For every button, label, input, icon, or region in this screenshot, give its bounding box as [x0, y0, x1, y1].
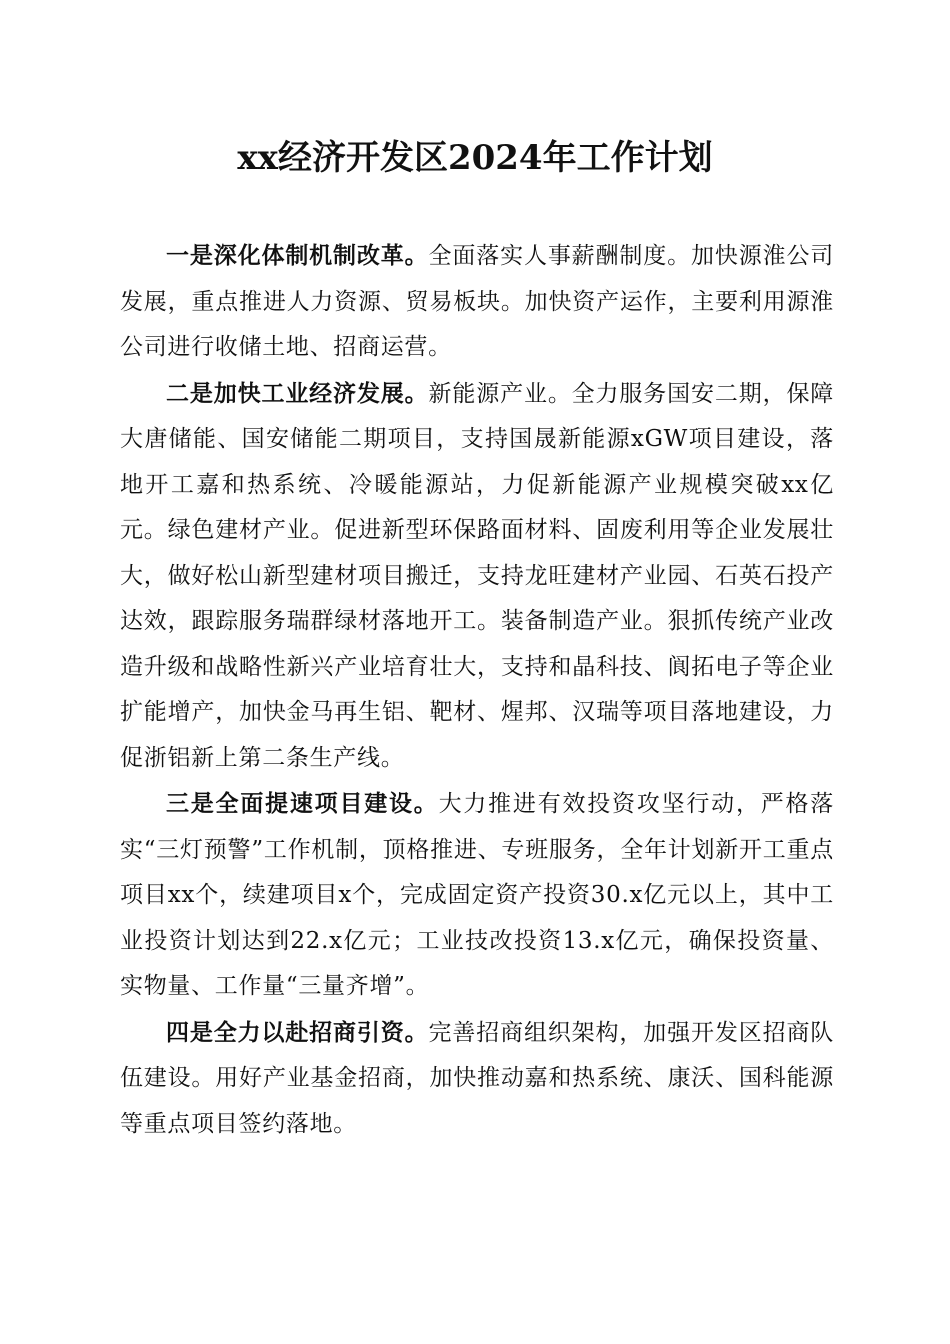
paragraph-3: [120, 781, 834, 1010]
paragraph-4-lead: 四是全力以赴招商引资。: [166, 1018, 429, 1046]
paragraph-4: [120, 1010, 834, 1148]
paragraph-3-text: 大力推进有效投资攻坚行动，严格落实“三灯预警”工作机制，顶格推进、专班服务，全年计划新开工重点项目xx个，续建项目x个，完成固定资产投资30.x亿元以上，其中工业投资计划达到22.x亿元；工业技改投资13.x亿元，确保投资量、实物量、工作量“三量齐增”。: [120, 791, 835, 999]
document-body: [120, 233, 834, 1147]
paragraph-2-lead: 二是加快工业经济发展。: [166, 379, 429, 407]
paragraph-1: [120, 233, 834, 371]
paragraph-3-lead: 三是全面提速项目建设。: [166, 790, 439, 817]
paragraph-2: [120, 371, 834, 782]
document-title: xx经济开发区2024年工作计划: [237, 138, 713, 178]
paragraph-4-text: 完善招商组织架构，加强开发区招商队伍建设。用好产业基金招商，加快推动嘉和热系统、康沃、国科能源等重点项目签约落地。: [120, 1019, 835, 1137]
paragraph-1-text: 全面落实人事薪酬制度。加快源淮公司发展，重点推进人力资源、贸易板块。加快资产运作，主要利用源淮公司进行收储土地、招商运营。: [120, 243, 835, 360]
paragraph-2-text: 新能源产业。全力服务国安二期，保障大唐储能、国安储能二期项目，支持国晟新能源xGW项目建设，落地开工嘉和热系统、冷暖能源站，力促新能源产业规模突破xx亿元。绿色建材产业。促进新型环保路面材料、固废利用等企业发展壮大，做好松山新型建材项目搬迁，支持龙旺建材产业园、石英石投产达效，跟踪服务瑞群绿材落地开工。装备制造产业。狠抓传统产业改造升级和战略性新兴产业培育壮大，支持和晶科技、阆拓电子等企业扩能增产，加快金马再生铝、靶材、煋邦、汉瑞等项目落地建设，力促浙铝新上第二条生产线。: [120, 380, 835, 771]
paragraph-1-lead: 一是深化体制机制改革。: [166, 242, 429, 269]
